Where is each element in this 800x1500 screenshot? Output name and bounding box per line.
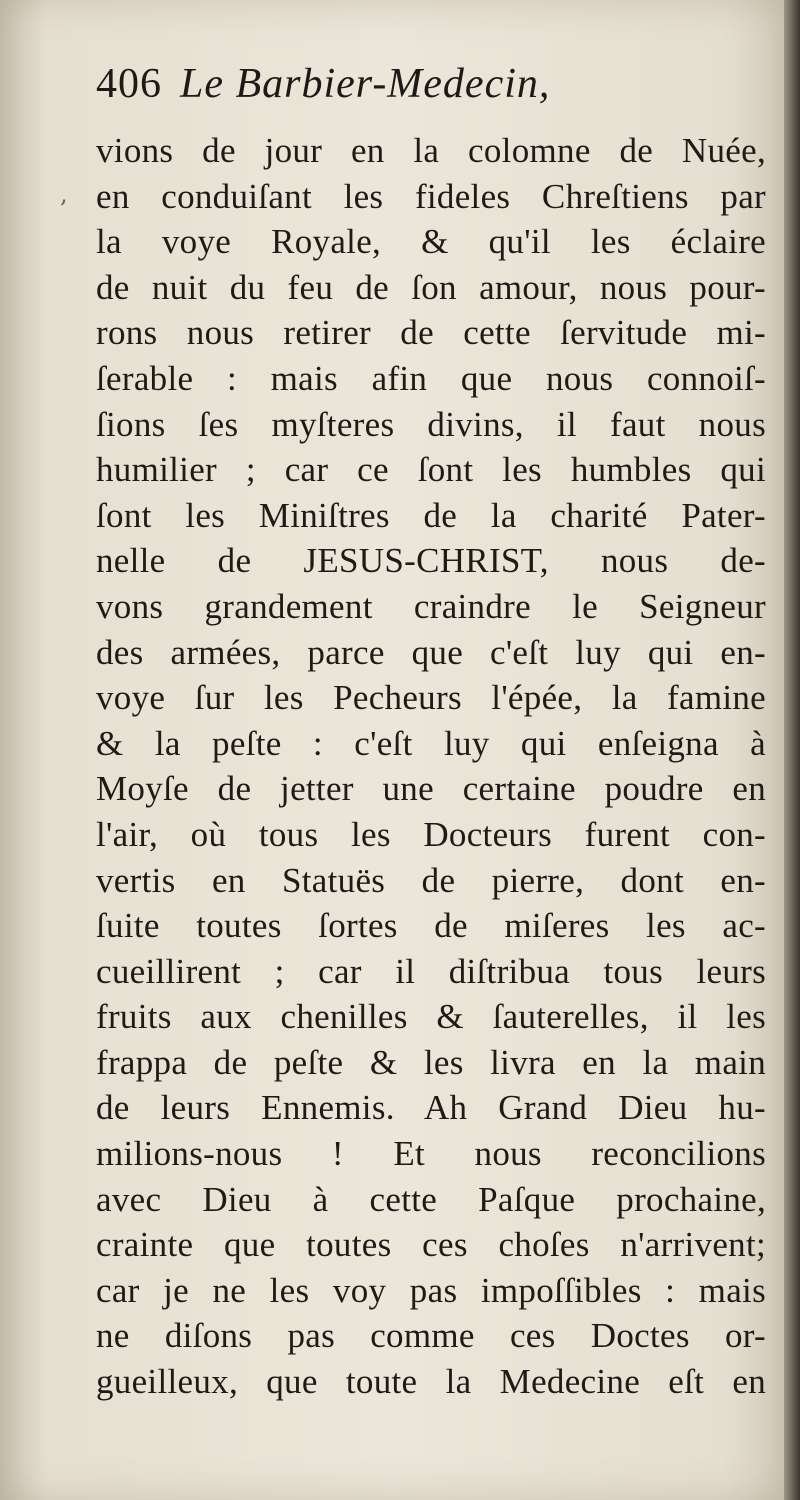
- text-line: de nuit du feu de ſon amour, nous pour-: [96, 267, 766, 307]
- page-number: 406: [96, 61, 162, 107]
- text-line: frappa de peſte & les livra en la main: [96, 1042, 766, 1082]
- body-text: [96, 128, 766, 1405]
- text-line: car je ne les voy pas impoſſibles : mais: [96, 1270, 766, 1310]
- text-line: cueillirent ; car il diſtribua tous leurs: [96, 951, 766, 991]
- text-line: vons grandement craindre le Seigneur: [96, 586, 766, 626]
- text-line: vions de jour en la colomne de Nuée,: [96, 131, 766, 170]
- text-line: de leurs Ennemis. Ah Grand Dieu hu-: [96, 1088, 766, 1128]
- text-line: milions-nous ! Et nous reconcilions: [96, 1134, 766, 1174]
- text-line: en conduiſant les fideles Chreſtiens par: [96, 176, 766, 216]
- text-line: crainte que toutes ces choſes n'arrivent;: [96, 1225, 766, 1265]
- text-line: l'air, où tous les Docteurs furent con-: [96, 814, 766, 854]
- margin-mark: ,: [60, 180, 68, 208]
- text-line: voye ſur les Pecheurs l'épée, la famine: [96, 678, 766, 718]
- text-line: & la peſte : c'eſt luy qui enſeigna à: [96, 723, 766, 763]
- text-line: vertis en Statuës de pierre, dont en-: [96, 860, 766, 900]
- page-header: [96, 60, 756, 124]
- text-line: rons nous retirer de cette ſervitude mi-: [96, 313, 766, 353]
- text-line: Moyſe de jetter une certaine poudre en: [96, 769, 766, 809]
- text-line: ſions ſes myſteres divins, il faut nous: [96, 404, 766, 444]
- book-spine-edge: [784, 0, 800, 1500]
- text-line: fruits aux chenilles & ſauterelles, il les: [96, 997, 766, 1037]
- text-line: des armées, parce que c'eſt luy qui en-: [96, 632, 766, 672]
- running-title: Le Barbier-Medecin,: [180, 61, 551, 107]
- text-line: ſont les Miniſtres de la charité Pater-: [96, 495, 766, 535]
- text-line: humilier ; car ce ſont les humbles qui: [96, 450, 766, 490]
- text-line: gueilleux, que toute la Medecine eſt en: [96, 1362, 766, 1402]
- text-line: ſerable : mais afin que nous connoiſ-: [96, 358, 766, 398]
- text-line: ſuite toutes ſortes de miſeres les ac-: [96, 906, 766, 946]
- text-line: ne diſons pas comme ces Doctes or-: [96, 1316, 766, 1356]
- text-line: la voye Royale, & qu'il les éclaire: [96, 222, 766, 262]
- text-line: avec Dieu à cette Paſque prochaine,: [96, 1179, 766, 1219]
- text-line: nelle de JESUS-CHRIST, nous de-: [96, 541, 766, 581]
